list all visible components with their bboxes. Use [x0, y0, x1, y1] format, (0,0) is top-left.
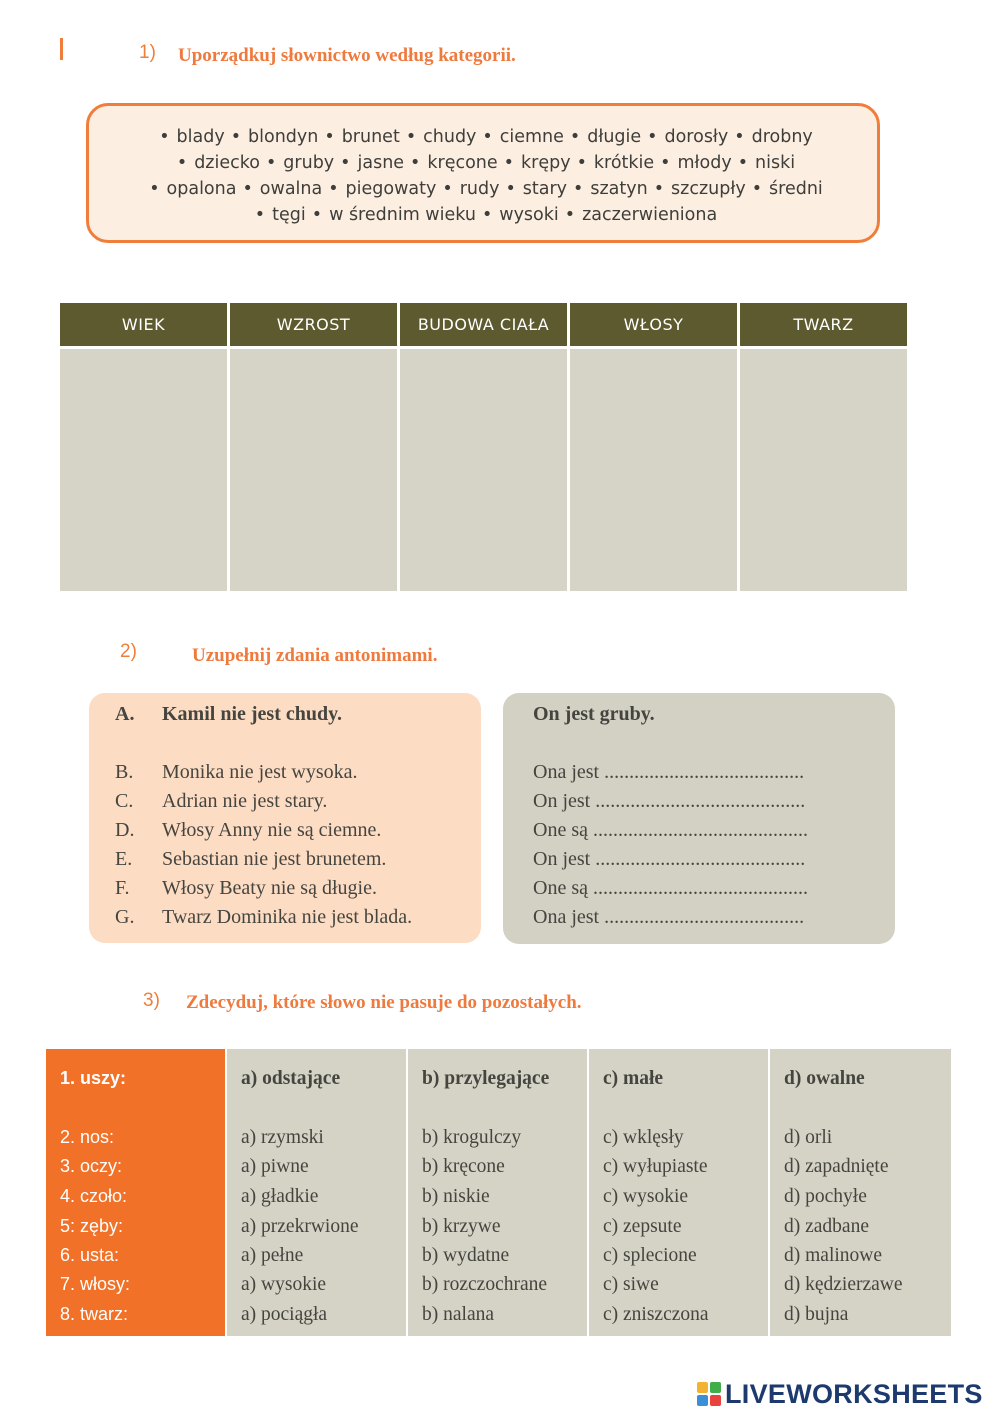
sentence-letter: D.: [115, 819, 135, 841]
option-b: b) kręcone: [422, 1156, 505, 1177]
category-drop-area: [400, 349, 567, 591]
word-bank-item: • szatyn: [567, 179, 648, 199]
category-drop-area: [570, 349, 737, 591]
sentence-row: [89, 703, 481, 731]
sentence-row: [89, 790, 481, 818]
sentence-letter: B.: [115, 761, 134, 783]
word-bank-line: [109, 202, 857, 228]
option-c: c) wyłupiaste: [603, 1156, 708, 1177]
category-column: [230, 303, 397, 591]
answer-row: On jest ..........................................: [533, 790, 806, 812]
sentence-row: [89, 819, 481, 847]
option-c: c) małe: [603, 1068, 664, 1089]
word-bank-item: • gruby: [260, 153, 334, 173]
option-b: b) niskie: [422, 1186, 490, 1207]
sentence-text: Twarz Dominika nie jest blada.: [162, 906, 413, 928]
option-c: c) wklęsły: [603, 1127, 684, 1148]
answer-row: One są ...........................................: [533, 877, 808, 899]
word-bank-item: • długie: [564, 127, 641, 147]
sentence-text: Sebastian nie jest brunetem.: [162, 848, 387, 870]
option-column-a: [227, 1049, 406, 1336]
category-drop-area: [60, 349, 227, 591]
exercise-2-title: Uzupełnij zdania antonimami.: [192, 645, 438, 666]
word-bank-item: • zaczerwieniona: [559, 205, 717, 225]
sentences-box: [89, 693, 481, 943]
margin-mark: [60, 38, 63, 60]
category-column: [740, 303, 907, 591]
sentence-letter: G.: [115, 906, 135, 928]
option-a: a) piwne: [241, 1156, 309, 1177]
word-bank-item: • owalna: [236, 179, 322, 199]
option-b: b) wydatne: [422, 1245, 510, 1266]
option-b: b) przylegające: [422, 1068, 550, 1089]
word-bank-item: • chudy: [400, 127, 477, 147]
word-bank-line: [109, 124, 857, 150]
category-drop-area: [230, 349, 397, 591]
category-column: [60, 303, 227, 591]
option-d: d) malinowe: [784, 1245, 883, 1266]
odd-one-out-table: [46, 1049, 951, 1336]
option-d: d) bujna: [784, 1304, 849, 1325]
option-a: a) rzymski: [241, 1127, 324, 1148]
word-bank-item: • młody: [654, 153, 732, 173]
answers-box: [503, 693, 895, 944]
word-bank-item: • krótkie: [571, 153, 655, 173]
word-bank-item: • dorosły: [641, 127, 728, 147]
sentence-text: Włosy Anny nie są ciemne.: [162, 819, 382, 841]
option-b: b) krogulczy: [422, 1127, 522, 1148]
sentence-row: [89, 906, 481, 934]
sentence-text: Włosy Beaty nie są długie.: [162, 877, 377, 899]
option-d: d) zapadnięte: [784, 1156, 889, 1177]
word-bank-item: • krępy: [498, 153, 571, 173]
word-bank-item: • w średnim wieku: [306, 205, 476, 225]
word-bank-item: • średni: [746, 179, 823, 199]
word-bank-item: • dziecko: [171, 153, 260, 173]
word-bank-item: • wysoki: [476, 205, 559, 225]
item-label: 2. nos:: [60, 1127, 115, 1147]
word-bank-item: • rudy: [436, 179, 499, 199]
sentence-letter: C.: [115, 790, 134, 812]
option-c: c) zepsute: [603, 1216, 682, 1237]
option-c: c) wysokie: [603, 1186, 689, 1207]
sentence-letter: E.: [115, 848, 133, 870]
exercise-3-number: 3): [143, 990, 160, 1011]
word-bank-item: • ciemne: [476, 127, 563, 147]
answer-row: One są ...........................................: [533, 819, 808, 841]
word-bank-item: • blady: [153, 127, 225, 147]
option-c: c) splecione: [603, 1245, 697, 1266]
category-drop-area: [740, 349, 907, 591]
word-bank-item: • kręcone: [404, 153, 498, 173]
category-column: [570, 303, 737, 591]
option-d: d) pochyłe: [784, 1186, 867, 1207]
sentence-row: [89, 877, 481, 905]
option-column-c: [589, 1049, 768, 1336]
option-a: a) wysokie: [241, 1274, 327, 1295]
word-bank-item: • jasne: [334, 153, 404, 173]
item-label: 1. uszy:: [60, 1068, 127, 1088]
item-label: 3. oczy:: [60, 1156, 123, 1176]
option-b: b) rozczochrane: [422, 1274, 548, 1295]
category-table: [60, 303, 908, 591]
category-header: TWARZ: [740, 303, 907, 346]
sentence-row: [89, 761, 481, 789]
item-label: 8. twarz:: [60, 1304, 129, 1324]
liveworksheets-logo: [697, 1377, 983, 1411]
category-header: WŁOSY: [570, 303, 737, 346]
logo-text: LIVEWORKSHEETS: [725, 1378, 983, 1409]
word-bank-line: [109, 150, 857, 176]
word-bank-item: • brunet: [318, 127, 399, 147]
category-column: [400, 303, 567, 591]
answer-row: Ona jest ........................................: [533, 761, 805, 783]
category-header: BUDOWA CIAŁA: [400, 303, 567, 346]
item-label: 7. włosy:: [60, 1274, 131, 1294]
option-b: b) nalana: [422, 1304, 495, 1325]
option-d: d) zadbane: [784, 1216, 869, 1237]
category-header: WZROST: [230, 303, 397, 346]
option-column-b: [408, 1049, 587, 1336]
word-bank-item: • drobny: [728, 127, 813, 147]
exercise-1-title: Uporządkuj słownictwo według kategorii.: [178, 45, 516, 66]
option-a: a) pełne: [241, 1245, 304, 1266]
option-c: c) zniszczona: [603, 1304, 709, 1325]
answer-row: Ona jest ........................................: [533, 906, 805, 928]
word-bank-item: • opalona: [143, 179, 236, 199]
option-a: a) przekrwione: [241, 1216, 359, 1237]
word-bank-item: • tęgi: [249, 205, 306, 225]
answer-row: On jest ..........................................: [533, 848, 806, 870]
item-label: 4. czoło:: [60, 1186, 128, 1206]
sentence-text: Monika nie jest wysoka.: [162, 761, 358, 783]
item-label-column: [46, 1049, 225, 1336]
option-a: a) odstające: [241, 1068, 341, 1089]
word-bank-item: • stary: [499, 179, 567, 199]
option-d: d) kędzierzawe: [784, 1274, 903, 1295]
option-c: c) siwe: [603, 1274, 659, 1295]
exercise-1-number: 1): [139, 42, 156, 63]
sentence-row: [89, 848, 481, 876]
option-a: a) pociągła: [241, 1304, 328, 1325]
sentence-letter: F.: [115, 877, 130, 899]
logo-badge-icon: [697, 1382, 721, 1406]
word-bank-item: • piegowaty: [322, 179, 436, 199]
category-header: WIEK: [60, 303, 227, 346]
option-d: d) owalne: [784, 1068, 865, 1089]
option-b: b) krzywe: [422, 1216, 501, 1237]
word-bank-item: • blondyn: [225, 127, 319, 147]
word-bank: [86, 103, 880, 243]
sentence-text: Kamil nie jest chudy.: [162, 703, 343, 725]
word-bank-item: • niski: [732, 153, 795, 173]
item-label: 6. usta:: [60, 1245, 120, 1265]
option-a: a) gładkie: [241, 1186, 319, 1207]
answer-row: On jest gruby.: [533, 703, 655, 725]
item-label: 5: zęby:: [60, 1216, 124, 1236]
exercise-2-number: 2): [120, 641, 137, 662]
word-bank-item: • szczupły: [648, 179, 746, 199]
word-bank-line: [109, 176, 857, 202]
sentence-letter: A.: [115, 703, 135, 725]
option-d: d) orli: [784, 1127, 833, 1148]
option-column-d: [770, 1049, 951, 1336]
sentence-text: Adrian nie jest stary.: [162, 790, 328, 812]
exercise-3-title: Zdecyduj, które słowo nie pasuje do pozostałych.: [186, 992, 582, 1013]
